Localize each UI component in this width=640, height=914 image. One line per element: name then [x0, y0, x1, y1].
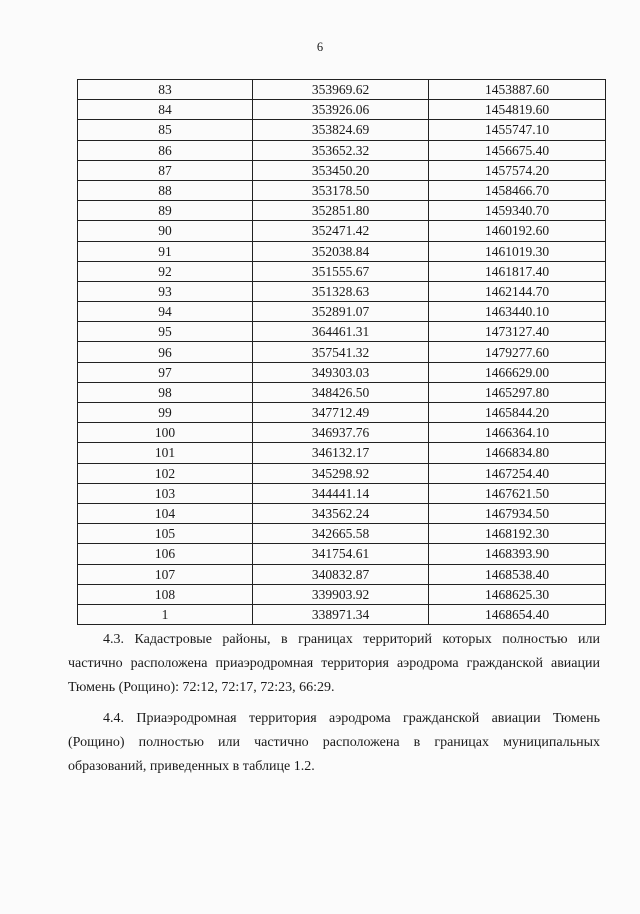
point-number-cell: 100: [78, 423, 253, 443]
point-number-cell: 91: [78, 241, 253, 261]
point-number-cell: 84: [78, 100, 253, 120]
coordinates-table-body: [78, 80, 606, 625]
x-coordinate-cell: 340832.87: [253, 564, 429, 584]
y-coordinate-cell: 1459340.70: [429, 201, 606, 221]
x-coordinate-cell: 338971.34: [253, 604, 429, 624]
x-coordinate-cell: 353450.20: [253, 160, 429, 180]
table-row: [78, 281, 606, 301]
point-number-cell: 98: [78, 382, 253, 402]
x-coordinate-cell: 352471.42: [253, 221, 429, 241]
table-row: [78, 140, 606, 160]
y-coordinate-cell: 1468192.30: [429, 524, 606, 544]
table-row: [78, 443, 606, 463]
x-coordinate-cell: 353969.62: [253, 80, 429, 100]
point-number-cell: 83: [78, 80, 253, 100]
paragraph-municipal-formations: [68, 707, 600, 779]
x-coordinate-cell: 345298.92: [253, 463, 429, 483]
x-coordinate-cell: 352038.84: [253, 241, 429, 261]
point-number-cell: 94: [78, 302, 253, 322]
table-row: [78, 80, 606, 100]
point-number-cell: 95: [78, 322, 253, 342]
x-coordinate-cell: 353652.32: [253, 140, 429, 160]
y-coordinate-cell: 1467934.50: [429, 503, 606, 523]
point-number-cell: 93: [78, 281, 253, 301]
x-coordinate-cell: 349303.03: [253, 362, 429, 382]
y-coordinate-cell: 1461817.40: [429, 261, 606, 281]
x-coordinate-cell: 353926.06: [253, 100, 429, 120]
paragraph-cadastral-districts: [68, 628, 600, 700]
table-row: [78, 322, 606, 342]
table-row: [78, 100, 606, 120]
table-row: [78, 483, 606, 503]
x-coordinate-cell: 341754.61: [253, 544, 429, 564]
y-coordinate-cell: 1465297.80: [429, 382, 606, 402]
x-coordinate-cell: 357541.32: [253, 342, 429, 362]
table-row: [78, 221, 606, 241]
x-coordinate-cell: 351555.67: [253, 261, 429, 281]
y-coordinate-cell: 1466629.00: [429, 362, 606, 382]
y-coordinate-cell: 1457574.20: [429, 160, 606, 180]
point-number-cell: 1: [78, 604, 253, 624]
point-number-cell: 104: [78, 503, 253, 523]
y-coordinate-cell: 1458466.70: [429, 180, 606, 200]
page-number: 6: [316, 40, 324, 54]
y-coordinate-cell: 1455747.10: [429, 120, 606, 140]
table-row: [78, 423, 606, 443]
point-number-cell: 92: [78, 261, 253, 281]
x-coordinate-cell: 347712.49: [253, 403, 429, 423]
table-row: [78, 120, 606, 140]
point-number-cell: 102: [78, 463, 253, 483]
y-coordinate-cell: 1461019.30: [429, 241, 606, 261]
table-row: [78, 584, 606, 604]
y-coordinate-cell: 1467254.40: [429, 463, 606, 483]
table-row: [78, 544, 606, 564]
table-row: [78, 604, 606, 624]
table-row: [78, 382, 606, 402]
x-coordinate-cell: 352891.07: [253, 302, 429, 322]
point-number-cell: 86: [78, 140, 253, 160]
point-number-cell: 108: [78, 584, 253, 604]
y-coordinate-cell: 1479277.60: [429, 342, 606, 362]
y-coordinate-cell: 1456675.40: [429, 140, 606, 160]
table-row: [78, 403, 606, 423]
table-row: [78, 160, 606, 180]
table-row: [78, 564, 606, 584]
point-number-cell: 107: [78, 564, 253, 584]
point-number-cell: 90: [78, 221, 253, 241]
point-number-cell: 89: [78, 201, 253, 221]
paragraph-text: 4.3. Кадастровые районы, в границах территорий которых полностью или частично расположена приаэродромная территория аэродрома гражданской авиации Тюмень (Рощино): 72:12, 72:17, 72:23, 66:29.: [68, 632, 600, 695]
table-row: [78, 180, 606, 200]
point-number-cell: 96: [78, 342, 253, 362]
x-coordinate-cell: 342665.58: [253, 524, 429, 544]
table-row: [78, 241, 606, 261]
x-coordinate-cell: 348426.50: [253, 382, 429, 402]
x-coordinate-cell: 343562.24: [253, 503, 429, 523]
y-coordinate-cell: 1473127.40: [429, 322, 606, 342]
y-coordinate-cell: 1468625.30: [429, 584, 606, 604]
y-coordinate-cell: 1468538.40: [429, 564, 606, 584]
y-coordinate-cell: 1468654.40: [429, 604, 606, 624]
x-coordinate-cell: 352851.80: [253, 201, 429, 221]
y-coordinate-cell: 1465844.20: [429, 403, 606, 423]
y-coordinate-cell: 1462144.70: [429, 281, 606, 301]
table-row: [78, 362, 606, 382]
table-row: [78, 342, 606, 362]
table-row: [78, 201, 606, 221]
table-row: [78, 302, 606, 322]
x-coordinate-cell: 364461.31: [253, 322, 429, 342]
y-coordinate-cell: 1453887.60: [429, 80, 606, 100]
x-coordinate-cell: 344441.14: [253, 483, 429, 503]
coordinates-table: [77, 79, 606, 625]
y-coordinate-cell: 1466834.80: [429, 443, 606, 463]
table-row: [78, 503, 606, 523]
point-number-cell: 103: [78, 483, 253, 503]
y-coordinate-cell: 1463440.10: [429, 302, 606, 322]
point-number-cell: 106: [78, 544, 253, 564]
point-number-cell: 105: [78, 524, 253, 544]
paragraph-text: 4.4. Приаэродромная территория аэродрома гражданской авиации Тюмень (Рощино) полностью или частично расположена в границах муниципальных образований, приведенных в таблице 1.2.: [68, 711, 600, 774]
table-row: [78, 524, 606, 544]
point-number-cell: 101: [78, 443, 253, 463]
x-coordinate-cell: 353824.69: [253, 120, 429, 140]
table-row: [78, 261, 606, 281]
x-coordinate-cell: 339903.92: [253, 584, 429, 604]
table-row: [78, 463, 606, 483]
point-number-cell: 99: [78, 403, 253, 423]
x-coordinate-cell: 353178.50: [253, 180, 429, 200]
x-coordinate-cell: 346132.17: [253, 443, 429, 463]
y-coordinate-cell: 1460192.60: [429, 221, 606, 241]
point-number-cell: 97: [78, 362, 253, 382]
y-coordinate-cell: 1468393.90: [429, 544, 606, 564]
y-coordinate-cell: 1466364.10: [429, 423, 606, 443]
x-coordinate-cell: 351328.63: [253, 281, 429, 301]
y-coordinate-cell: 1454819.60: [429, 100, 606, 120]
point-number-cell: 88: [78, 180, 253, 200]
point-number-cell: 87: [78, 160, 253, 180]
y-coordinate-cell: 1467621.50: [429, 483, 606, 503]
point-number-cell: 85: [78, 120, 253, 140]
x-coordinate-cell: 346937.76: [253, 423, 429, 443]
